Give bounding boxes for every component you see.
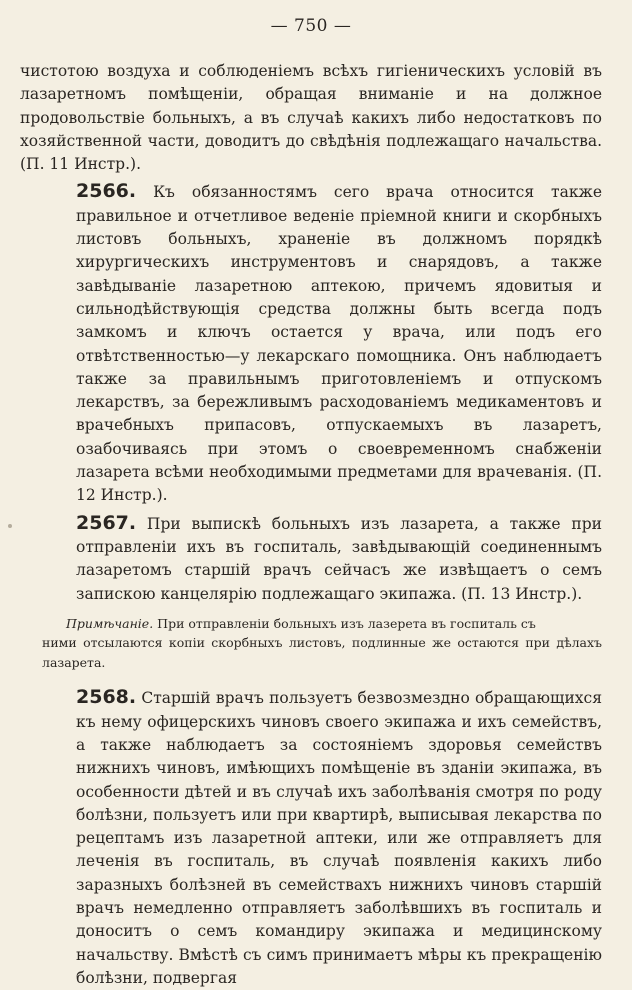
paragraph-2567 bbox=[20, 512, 602, 606]
article-number: 2566. bbox=[76, 180, 137, 203]
article-number: 2567. bbox=[76, 511, 137, 534]
paragraph-continuation: чистотою воздуха и соблюденіемъ всѣхъ гигіеническихъ условій въ лазаретномъ помѣщеніи, обращая вниманіе и на должное продовольствіе больныхъ, а въ случаѣ какихъ либо недостатковъ по хозяйственной части, доводитъ до свѣдѣнія подлежащаго начальства. (П. 11 Инстр.). bbox=[20, 62, 602, 174]
paragraph-2568 bbox=[20, 686, 602, 990]
note-label: Примѣчаніе. bbox=[66, 615, 154, 631]
note-text: При отправленіи больныхъ изъ лазерета въ госпиталь съ bbox=[157, 615, 536, 631]
paragraph-text: При выпискѣ больныхъ изъ лазарета, а также при отправленіи ихъ въ госпиталь, завѣдывающій соединеннымъ лазаретомъ старшій врачъ сейчасъ же извѣщаетъ о семъ запискою канцелярію подлежащаго экипажа. (П. 13 Инстр.). bbox=[76, 514, 602, 603]
document-page bbox=[20, 12, 602, 987]
paragraph-2566 bbox=[20, 180, 602, 507]
footnote-remark bbox=[20, 614, 602, 673]
page-number: — 750 — bbox=[270, 16, 352, 36]
paragraph-text: Къ обязанностямъ сего врача относится также правильное и отчетливое веденіе пріемной книги и скорбныхъ листовъ больныхъ, храненіе въ должномъ порядкѣ хирургическихъ инструментовъ и снарядовъ, а также завѣдываніе лазаретною аптекою, причемъ ядовитыя и сильнодѣйствующія средства должны быть всегда подъ замкомъ и ключъ остается у врача, или подъ его отвѣтственностью—у лекарскаго помощника. Онъ наблюдаетъ также за правильнымъ приготовленіемъ и отпускомъ лекарствъ, за бережливымъ расходованіемъ медикаментовъ и врачебныхъ припасовъ, отпускаемыхъ въ лазаретъ, озабочиваясь при этомъ о своевременномъ снабженіи лазарета всѣми необходимыми предметами для врачеванія. (П. 12 Инстр.). bbox=[76, 183, 602, 505]
paragraph-text: Старшій врачъ пользуетъ безвозмездно обращающихся къ нему офицерскихъ чиновъ своего экипажа и ихъ семействъ, а также наблюдаетъ за состояніемъ здоровья семействъ нижнихъ чиновъ, имѣющихъ помѣщеніе въ зданіи экипажа, въ особенности дѣтей и въ случаѣ ихъ заболѣванія смотря по роду болѣзни, пользуетъ или при квартирѣ, выписывая лекарства по рецептамъ изъ лазаретной аптеки, или же отправляетъ для леченія въ госпиталь, въ случаѣ появленія какихъ либо заразныхъ болѣзней въ семействахъ нижнихъ чиновъ старшій врачъ немедленно отправляетъ заболѣвшихъ въ госпиталь и доноситъ о семъ командиру экипажа и медицинскому начальству. Вмѣстѣ съ симъ принимаетъ мѣры къ прекращенію болѣзни, подвергая bbox=[76, 689, 602, 987]
ink-spot bbox=[8, 524, 12, 528]
article-number: 2568. bbox=[76, 686, 137, 709]
note-text-continued: ними отсылаются копіи скорбныхъ листовъ, подлинные же остаются при дѣлахъ лазарета. bbox=[42, 635, 602, 670]
